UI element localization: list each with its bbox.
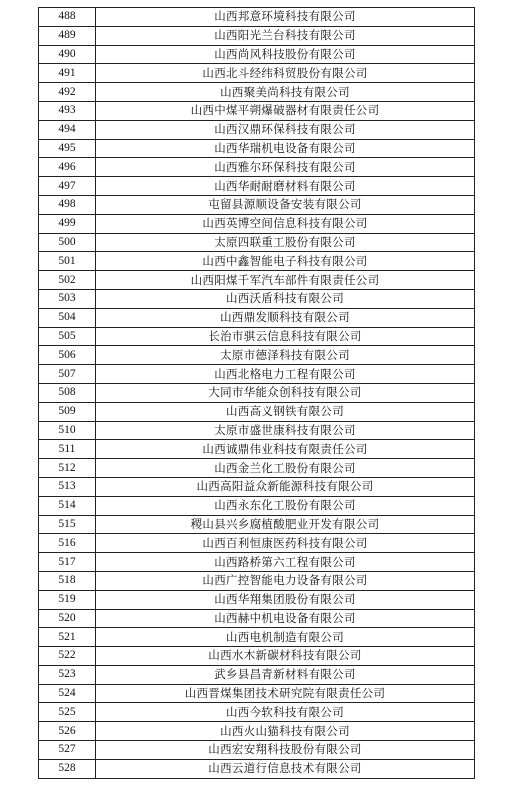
company-name: 武乡县昌青新材料有限公司 [96,665,475,684]
company-name: 山西广控智能电力设备有限公司 [96,571,475,590]
company-name: 山西华翔集团股份有限公司 [96,590,475,609]
row-number: 495 [39,139,96,158]
table-row [39,271,475,290]
row-number: 516 [39,534,96,553]
row-number: 523 [39,665,96,684]
company-name: 屯留县源顺设备安装有限公司 [96,195,475,214]
table-row [39,83,475,102]
table-row [39,308,475,327]
row-number: 494 [39,120,96,139]
company-name: 太原四联重工股份有限公司 [96,233,475,252]
table-row [39,177,475,196]
company-table [38,7,475,779]
company-name: 山西永东化工股份有限公司 [96,496,475,515]
table-row [39,346,475,365]
row-number: 515 [39,515,96,534]
row-number: 505 [39,327,96,346]
table-row [39,289,475,308]
table-row [39,101,475,120]
row-number: 512 [39,459,96,478]
table-row [39,759,475,778]
table-row [39,665,475,684]
company-name: 山西高阳益众新能源科技有限公司 [96,477,475,496]
row-number: 522 [39,647,96,666]
table-row [39,590,475,609]
table-row [39,459,475,478]
table-row [39,64,475,83]
row-number: 528 [39,759,96,778]
row-number: 506 [39,346,96,365]
table-row [39,195,475,214]
company-name: 山西尚风科技股份有限公司 [96,45,475,64]
company-name: 山西鼎发顺科技有限公司 [96,308,475,327]
row-number: 498 [39,195,96,214]
row-number: 517 [39,553,96,572]
row-number: 504 [39,308,96,327]
table-row [39,647,475,666]
table-row [39,722,475,741]
row-number: 491 [39,64,96,83]
company-name: 山西阳光兰台科技有限公司 [96,26,475,45]
row-number: 489 [39,26,96,45]
table-row [39,139,475,158]
table-row [39,684,475,703]
row-number: 521 [39,628,96,647]
row-number: 520 [39,609,96,628]
table-row [39,252,475,271]
company-name: 山西晋煤集团技术研究院有限责任公司 [96,684,475,703]
table-row [39,327,475,346]
company-name: 山西百利恒康医药科技有限公司 [96,534,475,553]
row-number: 525 [39,703,96,722]
company-name: 太原市盛世康科技有限公司 [96,421,475,440]
table-row [39,571,475,590]
table-row [39,365,475,384]
company-list-sheet [38,7,475,779]
row-number: 508 [39,383,96,402]
table-row [39,214,475,233]
company-name: 太原市德泽科技有限公司 [96,346,475,365]
table-row [39,628,475,647]
table-row [39,120,475,139]
row-number: 511 [39,440,96,459]
company-name: 山西邦意环境科技有限公司 [96,8,475,27]
table-row [39,233,475,252]
row-number: 490 [39,45,96,64]
company-name: 山西汉鼎环保科技有限公司 [96,120,475,139]
row-number: 527 [39,741,96,760]
row-number: 503 [39,289,96,308]
table-row [39,477,475,496]
table-row [39,553,475,572]
row-number: 493 [39,101,96,120]
company-name: 山西宏安翔科技股份有限公司 [96,741,475,760]
table-row [39,402,475,421]
company-name: 山西英博空间信息科技有限公司 [96,214,475,233]
row-number: 513 [39,477,96,496]
company-name: 山西中鑫智能电子科技有限公司 [96,252,475,271]
table-row [39,496,475,515]
row-number: 519 [39,590,96,609]
row-number: 514 [39,496,96,515]
row-number: 507 [39,365,96,384]
row-number: 501 [39,252,96,271]
table-row [39,383,475,402]
company-name: 山西电机制造有限公司 [96,628,475,647]
company-name: 山西高义钢铁有限公司 [96,402,475,421]
row-number: 502 [39,271,96,290]
row-number: 488 [39,8,96,27]
company-name: 山西路桥第六工程有限公司 [96,553,475,572]
company-name: 山西北格电力工程有限公司 [96,365,475,384]
company-name: 长治市骐云信息科技有限公司 [96,327,475,346]
row-number: 492 [39,83,96,102]
table-row [39,45,475,64]
company-name: 山西华耐耐磨材料有限公司 [96,177,475,196]
company-name: 山西中煤平朔爆破器材有限责任公司 [96,101,475,120]
company-name: 山西赫中机电设备有限公司 [96,609,475,628]
company-name: 山西阳煤千军汽车部件有限责任公司 [96,271,475,290]
table-row [39,26,475,45]
company-name: 稷山县兴乡腐植酸肥业开发有限公司 [96,515,475,534]
company-name: 山西沃盾科技有限公司 [96,289,475,308]
company-name: 山西雅尔环保科技有限公司 [96,158,475,177]
company-name: 山西华瑞机电设备有限公司 [96,139,475,158]
row-number: 497 [39,177,96,196]
table-row [39,515,475,534]
table-row [39,609,475,628]
company-name: 山西诚鼎伟业科技有限责任公司 [96,440,475,459]
company-name: 山西今软科技有限公司 [96,703,475,722]
row-number: 499 [39,214,96,233]
table-row [39,741,475,760]
table-row [39,158,475,177]
row-number: 496 [39,158,96,177]
row-number: 509 [39,402,96,421]
row-number: 518 [39,571,96,590]
company-name: 山西金兰化工股份有限公司 [96,459,475,478]
table-row [39,8,475,27]
row-number: 526 [39,722,96,741]
row-number: 500 [39,233,96,252]
company-name: 山西聚美尚科技有限公司 [96,83,475,102]
company-name: 大同市华能众创科技有限公司 [96,383,475,402]
row-number: 510 [39,421,96,440]
table-row [39,534,475,553]
company-table-body [39,8,475,779]
company-name: 山西云道行信息技术有限公司 [96,759,475,778]
table-row [39,440,475,459]
table-row [39,703,475,722]
row-number: 524 [39,684,96,703]
company-name: 山西水木新碳材科技有限公司 [96,647,475,666]
company-name: 山西火山猫科技有限公司 [96,722,475,741]
table-row [39,421,475,440]
company-name: 山西北斗经纬科贸股份有限公司 [96,64,475,83]
